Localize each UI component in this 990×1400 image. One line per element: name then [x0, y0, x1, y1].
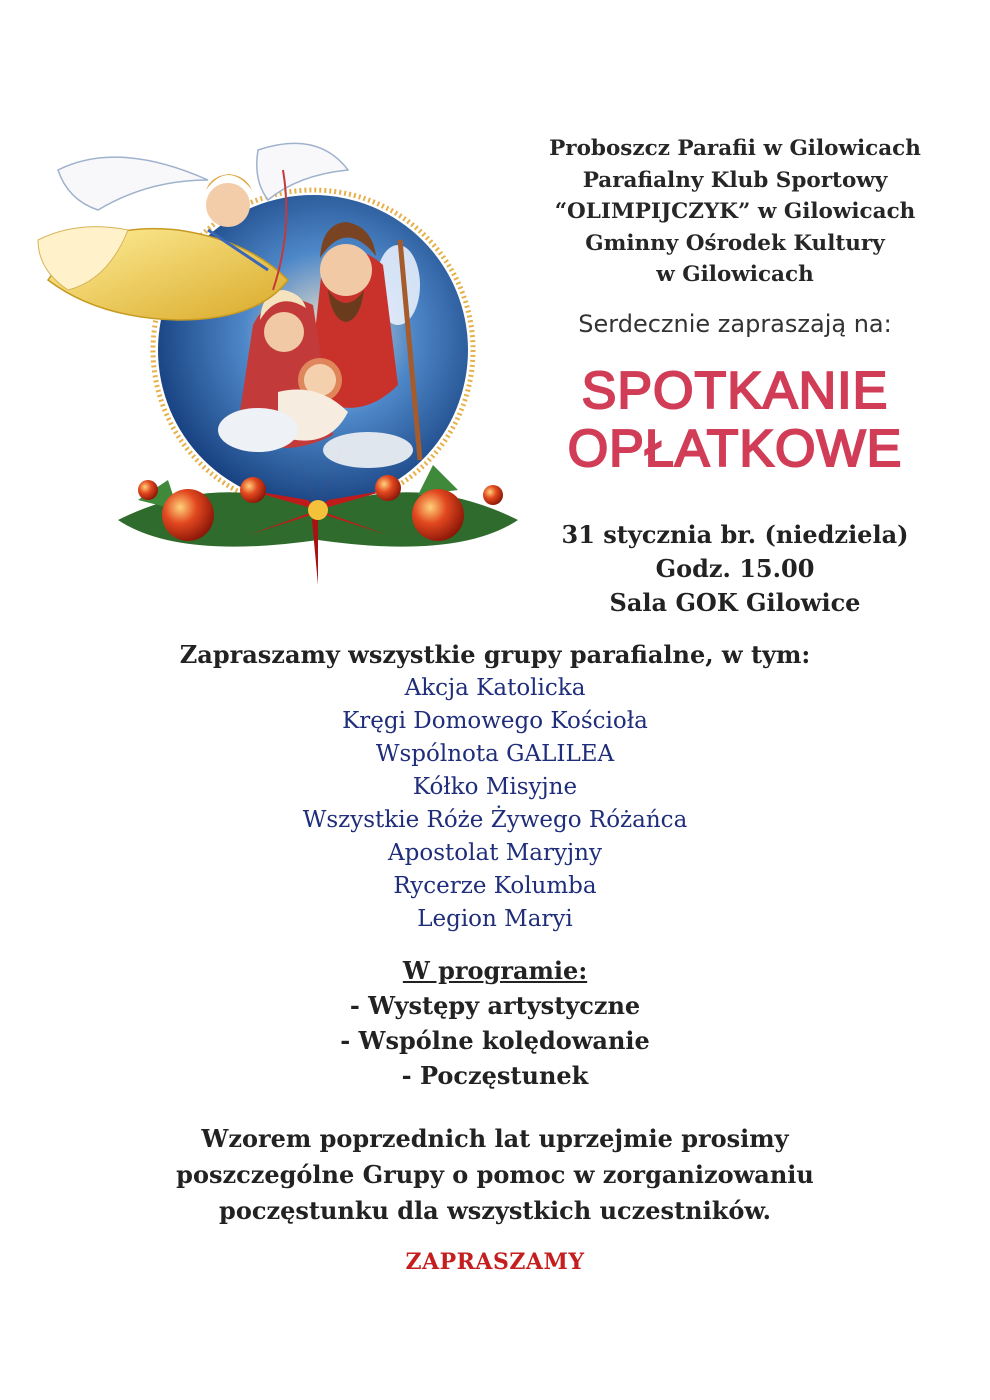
organizer-line: Proboszcz Parafii w Gilowicach — [549, 136, 921, 161]
program-item: - Występy artystyczne — [349, 991, 641, 1020]
group-item: Wspólnota GALILEA — [375, 741, 615, 767]
program-item: - Wspólne kolędowanie — [340, 1026, 650, 1055]
organizer-line: Parafialny Klub Sportowy — [582, 167, 888, 193]
organizer-line: Gminny Ośrodek Kultury — [585, 230, 885, 256]
closing-line: Wzorem poprzednich lat uprzejmie prosimy — [201, 1124, 789, 1153]
event-date: 31 stycznia br. (niedziela) — [561, 520, 909, 549]
event-title-line1: SPOTKANIE — [505, 362, 965, 420]
nativity-illustration — [28, 130, 528, 610]
event-place: Sala GOK Gilowice — [609, 588, 861, 617]
ornament-ball-icon — [412, 489, 464, 541]
group-item: Kręgi Domowego Kościoła — [342, 708, 648, 734]
closing-text — [0, 1121, 990, 1229]
program-list — [0, 988, 990, 1093]
ornament-ball-icon — [162, 489, 214, 541]
final-invitation: ZAPRASZAMY — [405, 1249, 585, 1275]
group-item: Kółko Misyjne — [412, 774, 578, 800]
groups-intro: Zapraszamy wszystkie grupy parafialne, w tym: — [179, 640, 811, 669]
organizer-line: “OLIMPIJCZYK” w Gilowicach — [554, 199, 916, 224]
closing-line: poczęstunku dla wszystkich uczestników. — [219, 1196, 771, 1225]
group-item: Legion Maryi — [417, 906, 573, 932]
event-details — [520, 518, 950, 620]
group-item: Apostolat Maryjny — [388, 840, 602, 866]
organizer-line: w Gilowicach — [656, 262, 814, 287]
groups-list — [0, 672, 990, 936]
program-title: W programie: — [402, 956, 588, 985]
organizers-block — [520, 133, 950, 291]
group-item: Akcja Katolicka — [404, 675, 586, 701]
main-content — [0, 638, 990, 1275]
group-item: Rycerze Kolumba — [393, 873, 597, 899]
event-time: Godz. 15.00 — [655, 554, 815, 583]
program-item: - Poczęstunek — [401, 1061, 589, 1090]
closing-line: poszczególne Grupy o pomoc w zorganizowaniu — [176, 1160, 814, 1189]
event-title — [505, 362, 965, 478]
event-title-line2: OPŁATKOWE — [505, 420, 965, 478]
invite-line: Serdecznie zapraszają na: — [578, 310, 892, 338]
group-item: Wszystkie Róże Żywego Różańca — [302, 807, 688, 833]
